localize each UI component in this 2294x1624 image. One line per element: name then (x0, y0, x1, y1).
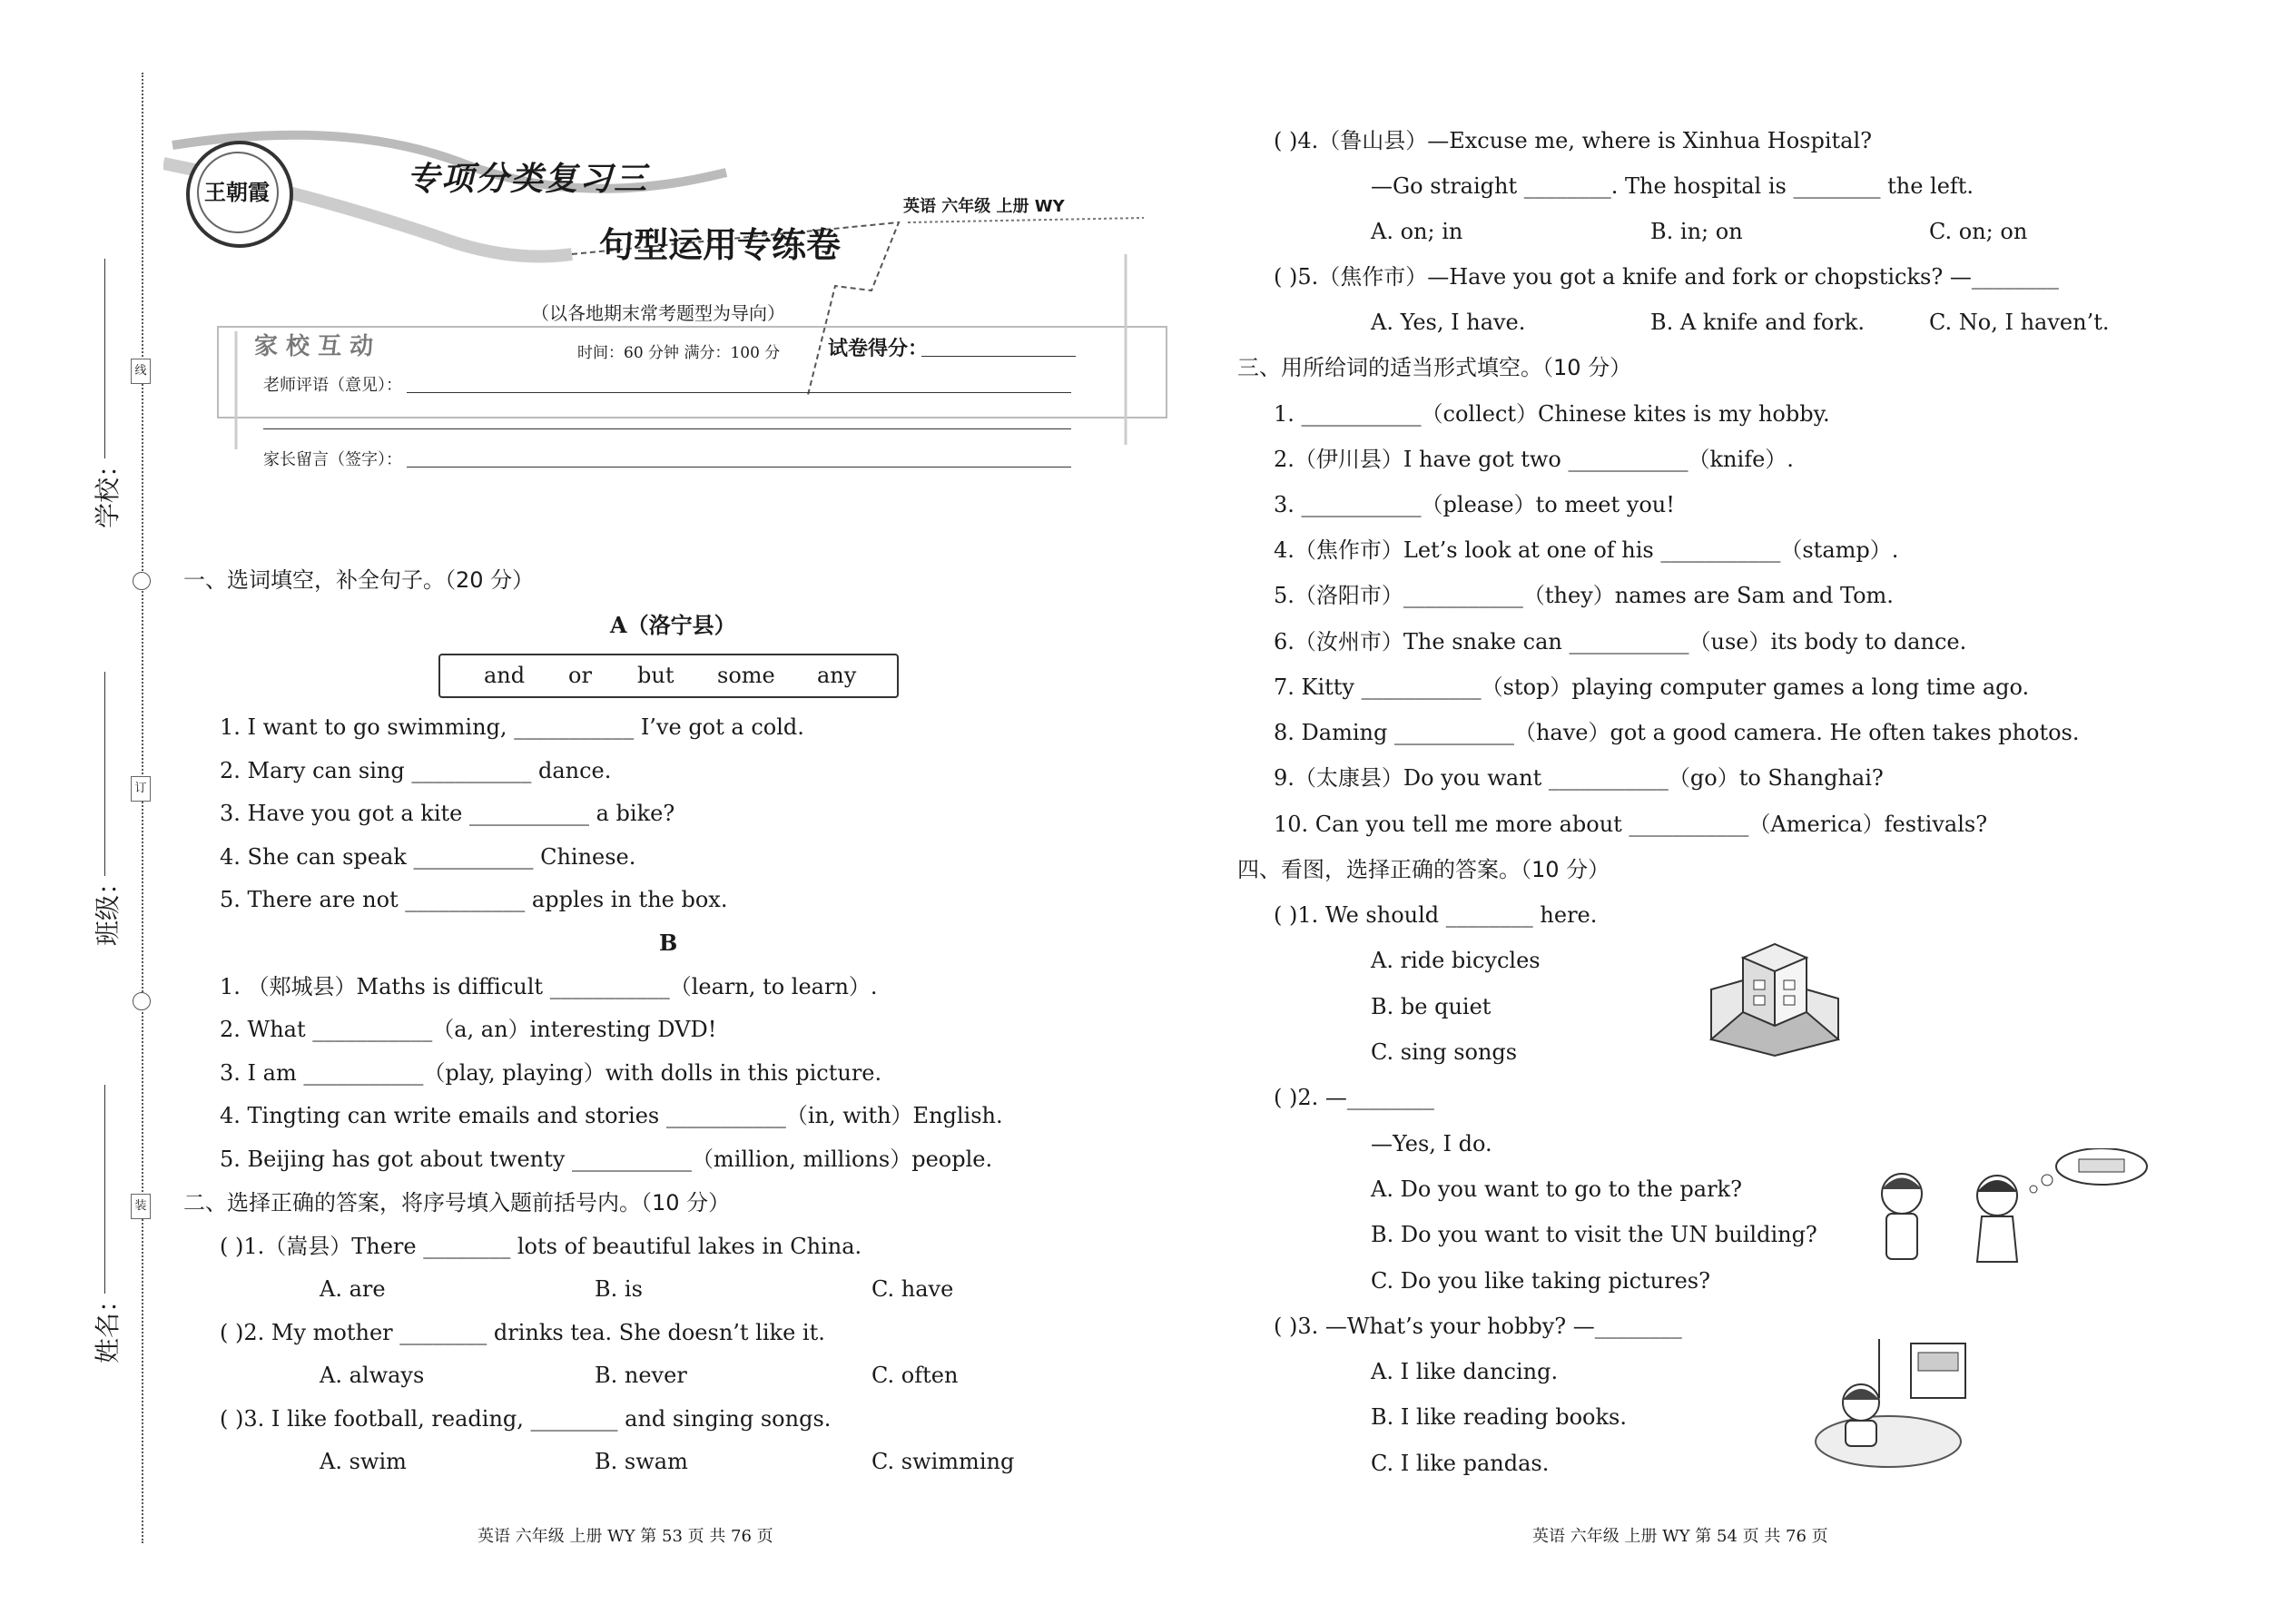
part-b-label: B (659, 930, 678, 956)
option: B. never (595, 1363, 687, 1388)
time-info: 时间：60 分钟 满分：100 分 (577, 344, 781, 362)
question-item: 7. Kitty ___________（stop）playing computer games a long time ago. (1274, 674, 2030, 700)
page-title: 句型运用专练卷 (599, 224, 842, 265)
question-item: 4.（焦作市）Let’s look at one of his ___________（stamp）. (1274, 537, 1899, 563)
question-item: 4. She can speak ___________ Chinese. (220, 844, 636, 870)
option: C. No, I haven’t. (1929, 310, 2110, 335)
option: A. I like dancing. (1371, 1359, 1559, 1384)
edition-tag: 英语 六年级 上册 WY (903, 197, 1065, 216)
word-bank-item: or (568, 663, 592, 688)
option: C. swimming (871, 1449, 1015, 1474)
teacher-comment-line-2[interactable] (263, 428, 1071, 429)
question-item: 5. Beijing has got about twenty ___________（million, millions）people. (220, 1147, 993, 1172)
option: B. is (595, 1276, 643, 1302)
binding-hole (133, 572, 151, 590)
option: C. have (871, 1276, 954, 1302)
option: B. A knife and fork. (1650, 310, 1865, 335)
binding-hole (133, 992, 151, 1010)
score-label: 试卷得分： (828, 338, 929, 360)
question-item: ( )2. —________ (1274, 1085, 1434, 1110)
binding-dotted-line (142, 73, 143, 1543)
option: C. sing songs (1371, 1039, 1518, 1065)
seal-char-box: 装 (131, 1194, 151, 1219)
seal-char-box: 线 (131, 359, 151, 384)
option: A. are (320, 1276, 386, 1302)
option: A. Yes, I have. (1371, 310, 1526, 335)
logo-text: 王朝霞 (204, 179, 270, 205)
class-label: 班级： (93, 869, 123, 947)
parent-comment-label: 家长留言（签字）： (263, 450, 402, 469)
option: B. swam (595, 1449, 688, 1474)
word-bank-item: and (484, 663, 526, 688)
option: C. Do you like taking pictures? (1371, 1268, 1710, 1294)
question-item: 5. There are not ___________ apples in the box. (220, 887, 728, 912)
page-footer-left: 英语 六年级 上册 WY 第 53 页 共 76 页 (478, 1527, 773, 1546)
question-item: 5.（洛阳市）___________（they）names are Sam and Tom. (1274, 583, 1894, 608)
word-bank-item: some (717, 663, 775, 688)
section-1-heading: 一、选词填空，补全句子。（20 分） (183, 567, 535, 593)
option: B. in; on (1650, 219, 1743, 244)
name-label: 姓名： (93, 1286, 123, 1364)
question-item: ( )4.（鲁山县）—Excuse me, where is Xinhua Hospital? (1274, 128, 1873, 153)
option: C. I like pandas. (1371, 1451, 1550, 1476)
option: C. on; on (1929, 219, 2028, 244)
subtitle: （以各地期末常考题型为导向） (531, 302, 785, 324)
class-field[interactable] (86, 672, 123, 947)
home-school-label: 家 校 互 动 (254, 333, 374, 360)
question-item: ( )3. I like football, reading, ________ and singing songs. (220, 1406, 832, 1432)
parent-comment-line[interactable] (407, 467, 1071, 468)
seal-char-box: 订 (131, 776, 151, 802)
option: B. I like reading books. (1371, 1404, 1627, 1430)
score-line[interactable] (921, 356, 1076, 357)
question-item: 4. Tingting can write emails and stories ___________（in, with）English. (220, 1103, 1003, 1128)
option: A. ride bicycles (1371, 948, 1541, 973)
school-field[interactable] (86, 259, 123, 529)
school-label: 学校： (93, 451, 123, 529)
word-bank-item: any (817, 663, 857, 688)
question-item: 3. Have you got a kite ___________ a bike? (220, 801, 675, 826)
question-item: ( )1.（嵩县）There ________ lots of beautiful lakes in China. (220, 1234, 862, 1259)
question-item: 6.（汝州市）The snake can ___________（use）its body to dance. (1274, 629, 1967, 655)
question-item: 2. What ___________（a, an）interesting DVD! (220, 1017, 717, 1042)
teacher-comment-line[interactable] (407, 392, 1071, 393)
reading-child-illustration (1811, 1334, 1993, 1471)
question-item: 9.（太康县）Do you want ___________（go）to Shanghai? (1274, 765, 1884, 791)
option: A. on; in (1371, 219, 1463, 244)
series-title: 专项分类复习三 (407, 161, 649, 198)
section-4-heading: 四、看图，选择正确的答案。（10 分） (1237, 857, 1610, 882)
header-decoration (163, 109, 1171, 472)
question-item: 2.（伊川县）I have got two ___________（knife）. (1274, 447, 1794, 472)
brand-logo (186, 141, 293, 248)
question-item: 1. I want to go swimming, ___________ I’ve got a cold. (220, 714, 804, 740)
answer-line: —Yes, I do. (1371, 1131, 1492, 1156)
question-item: 3. I am ___________（play, playing）with dolls in this picture. (220, 1060, 882, 1086)
part-a-label: A（洛宁县） (610, 612, 736, 638)
building-illustration (1707, 940, 1847, 1058)
page-footer-right: 英语 六年级 上册 WY 第 54 页 共 76 页 (1532, 1527, 1828, 1546)
question-item: 1. （郏城县）Maths is difficult ___________（learn, to learn）. (220, 974, 878, 999)
word-bank-item: but (637, 663, 674, 688)
name-field[interactable] (86, 1085, 123, 1364)
option: A. Do you want to go to the park? (1371, 1176, 1742, 1202)
question-item: ( )5.（焦作市）—Have you got a knife and fork or chopsticks? —________ (1274, 264, 2059, 290)
question-item: 1. ___________（collect）Chinese kites is my hobby. (1274, 401, 1830, 427)
question-item: ( )2. My mother ________ drinks tea. She doesn’t like it. (220, 1320, 825, 1345)
option: B. Do you want to visit the UN building? (1371, 1222, 1817, 1247)
option: A. always (320, 1363, 425, 1388)
option: B. be quiet (1371, 994, 1492, 1019)
children-illustration (1861, 1148, 2151, 1284)
question-item: 2. Mary can sing ___________ dance. (220, 758, 612, 783)
option: C. often (871, 1363, 959, 1388)
question-item: 3. ___________（please）to meet you! (1274, 492, 1675, 517)
teacher-comment-label: 老师评语（意见）： (263, 376, 402, 395)
question-item: 8. Daming ___________（have）got a good camera. He often takes photos. (1274, 720, 2080, 745)
word-bank (438, 654, 899, 698)
question-item: 10. Can you tell me more about ___________（America）festivals? (1274, 812, 1988, 837)
question-item: ( )3. —What’s your hobby? —________ (1274, 1314, 1682, 1339)
section-3-heading: 三、用所给词的适当形式填空。（10 分） (1237, 355, 1632, 380)
section-2-heading: 二、选择正确的答案，将序号填入题前括号内。（10 分） (183, 1190, 731, 1216)
option: A. swim (320, 1449, 407, 1474)
question-item-continued: —Go straight ________. The hospital is ________ the left. (1371, 173, 1974, 199)
question-item: ( )1. We should ________ here. (1274, 902, 1598, 928)
